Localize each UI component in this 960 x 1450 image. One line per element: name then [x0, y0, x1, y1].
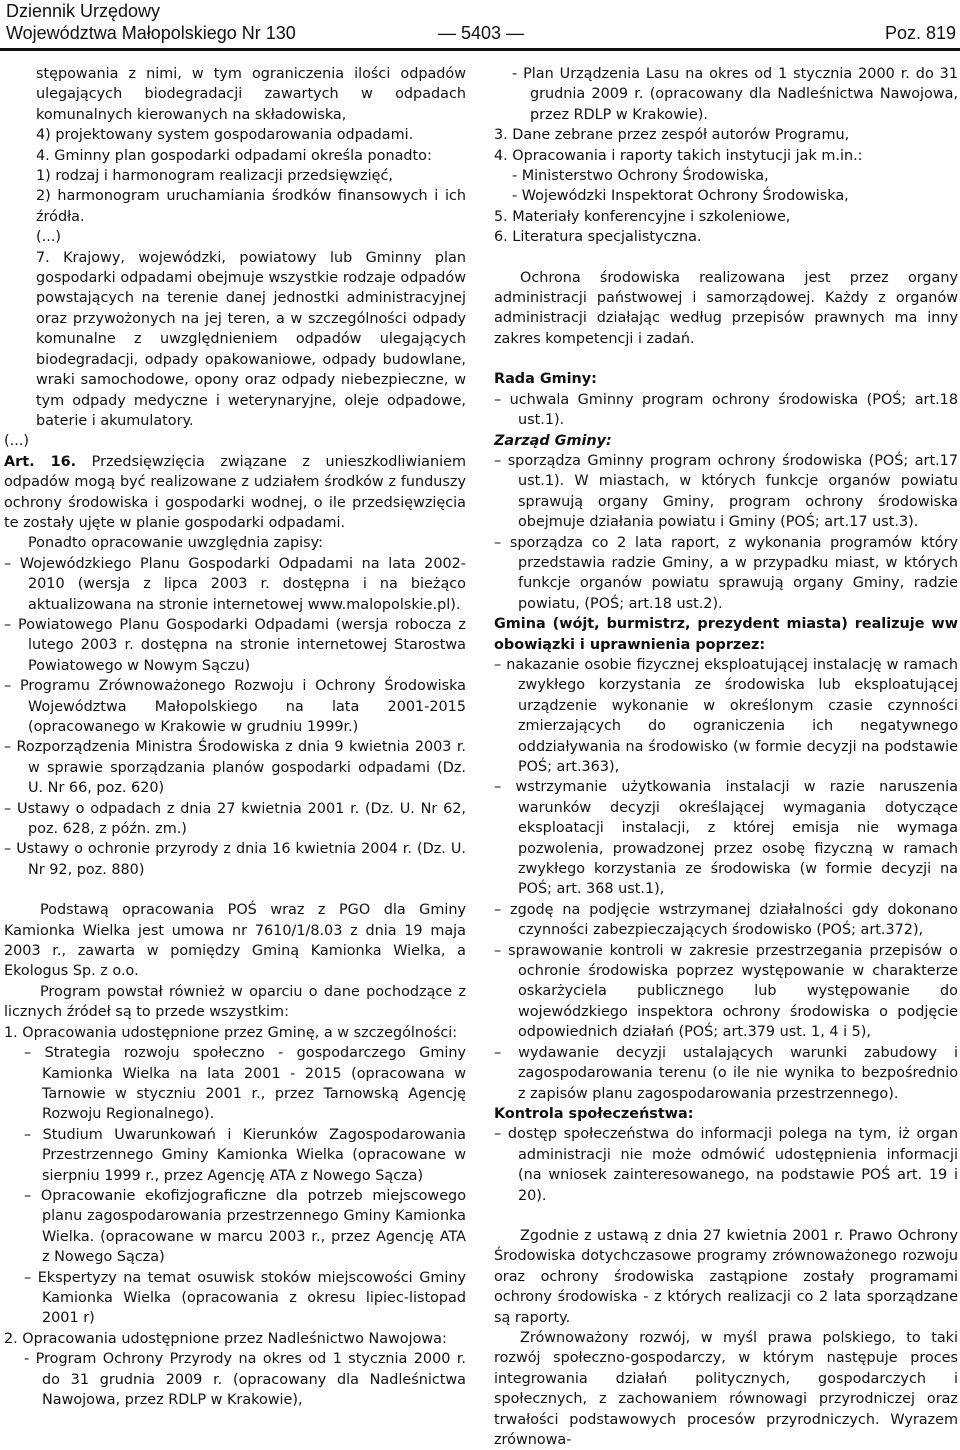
paragraph-text: – Studium Uwarunkowań i Kierunków Zagospodarowania Przestrzennego Gminy Kamionka Wielka (opracowane w sierpniu 1999 r., przez Agencję ATA z Nowego Sącza): [24, 1126, 466, 1184]
paragraph: [494, 900, 958, 941]
paragraph: [494, 369, 958, 389]
position-number: Poz. 819: [884, 23, 956, 43]
paragraph: [4, 554, 466, 615]
paragraph-text: 2) harmonogram uruchamiania środków finansowych i ich źródła.: [36, 188, 466, 225]
paragraph: [36, 248, 466, 432]
paragraph-text: (...): [36, 229, 61, 246]
paragraph-text: – dostęp społeczeństwa do informacji polega na tym, iż organ administracji nie może odmówić udostępnienia informacji (na wniosek zainteresowanego, na podstawie POŚ art. 19 i 20).: [494, 1126, 958, 1204]
paragraph: [494, 655, 958, 777]
paragraph-text: – Opracowanie ekofizjograficzne dla potrzeb miejscowego planu zagospodarowania przestrzennego Gminy Kamionka Wielka. (opracowane w marcu 2003 r., przez Agencję ATA z Nowego Sącza): [24, 1187, 466, 1266]
paragraph: [24, 1349, 466, 1410]
paragraph: [24, 1043, 466, 1125]
paragraph: [494, 227, 958, 247]
paragraph: [494, 614, 958, 655]
paragraph: [4, 1023, 466, 1043]
paragraph: [494, 1043, 958, 1104]
paragraph: [4, 1329, 466, 1349]
bold-heading: Gmina (wójt, burmistrz, prezydent miasta) realizuje ww obowiązki i uprawnienia poprzez:: [494, 616, 958, 653]
paragraph-text: Ochrona środowiska realizowana jest przez organy administracji państwowej i samorządowej. Każdy z organów administracji działając według przepisów prawnych ma inny zakres kompetencji i zadań.: [494, 269, 958, 347]
paragraph-text: – wydawanie decyzji ustalających warunki zabudowy i zagospodarowania terenu (o ile nie wynika to bezpośrednio z zapisów planu zagospodarowania przestrzennego).: [494, 1044, 958, 1102]
paragraph: [494, 431, 958, 451]
paragraph-text: – Ekspertyzy na temat osuwisk stoków miejscowości Gminy Kamionka Wielka (opracowania z okresu lipiec-listopad 2001 r): [24, 1269, 466, 1327]
paragraph-text: - Program Ochrony Przyrody na okres od 1 stycznia 2000 r. do 31 grudnia 2009 r. (opracowany dla Nadleśnictwa Nawojowa, przez RDLP w Krakowie),: [24, 1351, 466, 1408]
paragraph-text: – uchwala Gminny program ochrony środowiska (POŚ; art.18 ust.1).: [494, 391, 958, 429]
paragraph-text: 1) rodzaj i harmonogram realizacji przedsięwzięć,: [36, 168, 393, 185]
paragraph: [494, 777, 958, 899]
paragraph: [4, 676, 466, 737]
paragraph-text: – Powiatowego Planu Gospodarki Odpadami (wersja robocza z lutego 2003 r. dostępna na stronie internetowej Starostwa Powiatowego w Nowym Sączu): [4, 616, 466, 674]
paragraph-text: – nakazanie osobie fizycznej eksploatującej instalację w ramach zwykłego korzystania ze środowiska lub eksploatującej urządzenie wykonanie w określonym czasie czynności zmierzających do ograniczenia ich negatywnego oddziaływania na środowisko (w formie decyzji na podstawie POŚ; art.363),: [494, 656, 958, 775]
paragraph-text: – Strategia rozwoju społeczno - gospodarczego Gminy Kamionka Wielka na lata 2001 - 2015 (opracowana w Tarnowie w styczniu 2001 r., przez Tarnowską Agencję Rozwoju Regionalnego).: [24, 1045, 466, 1123]
paragraph-text: – Rozporządzenia Ministra Środowiska z dnia 9 kwietnia 2003 r. w sprawie sporządzania planów gospodarki odpadami (Dz. U. Nr 66, poz. 620): [4, 739, 466, 797]
journal-title: Dziennik Urzędowy: [6, 1, 161, 21]
left-column: [4, 64, 466, 1410]
paragraph-text: 4. Opracowania i raporty takich instytucji jak m.in.:: [494, 147, 863, 164]
paragraph-text: - Plan Urządzenia Lasu na okres od 1 stycznia 2000 r. do 31 grudnia 2009 r. (opracowany dla Nadleśnictwa Nawojowa, przez RDLP w Krakowie).: [512, 66, 958, 123]
paragraph-text: – Wojewódzkiego Planu Gospodarki Odpadami na lata 2002-2010 (wersja z lipca 2003 r. dostępna i na bieżąco aktualizowana na stronie internetowej www.malopolskie.pl).: [4, 555, 466, 613]
paragraph-text: – wstrzymanie użytkowania instalacji w razie naruszenia warunków decyzji określającej wymagania dotyczące eksploatacji instalacji, z której emisja nie wymaga pozwolenia, prowadzonej przez osobę fizyczną w ramach zwykłego korzystania ze środowiska (w formie decyzji na POŚ; art. 368 ust.1),: [494, 779, 958, 898]
paragraph-text: Przedsięwzięcia związane z unieszkodliwianiem odpadów mogą być realizowane z udziałem środków z funduszy ochrony środowiska i gospodarki wodnej, o ile przedsięwzięcia te zostały ujęte w planie gospodarki odpadami.: [4, 453, 466, 531]
header-rule: [0, 48, 960, 51]
paragraph-text: - Ministerstwo Ochrony Środowiska,: [512, 168, 769, 185]
page-number: — 5403 —: [438, 23, 525, 43]
paragraph: [36, 186, 466, 227]
paragraph: [494, 451, 958, 533]
paragraph: [4, 839, 466, 880]
bold-heading: Kontrola społeczeństwa:: [494, 1105, 694, 1122]
paragraph-text: – Ustawy o odpadach z dnia 27 kwietnia 2001 r. (Dz. U. Nr 62, poz. 628, z późn. zm.): [4, 800, 466, 838]
paragraph-text: Ponadto opracowanie uwzględnia zapisy:: [28, 535, 323, 552]
paragraph: [494, 146, 958, 166]
paragraph: [512, 166, 958, 186]
paragraph-text: 4. Gminny plan gospodarki odpadami określa ponadto:: [36, 147, 432, 164]
paragraph-text: Podstawą opracowania POŚ wraz z PGO dla Gminy Kamionka Wielka jest umowa nr 7610/1/8.03 z dnia 19 maja 2003 r., zawarta w pomiędzy Gminą Kamionka Wielka, a Ekologus Sp. z o.o.: [4, 902, 466, 980]
paragraph-text: Zrównoważony rozwój, w myśl prawa polskiego, to taki rozwój społeczno-gospodarczy, w którym następuje proces integrowania działań politycznych, gospodarczych i społecznych, z zachowaniem równowagi przyrodniczej oraz trwałości podstawowych procesów przyrodniczych. Wyrazem zrównowa-: [494, 1329, 958, 1448]
paragraph: [512, 64, 958, 125]
paragraph: [36, 125, 466, 145]
right-column: [494, 64, 958, 1450]
bold-heading: Art. 16.: [4, 453, 77, 470]
paragraph: [36, 166, 466, 186]
paragraph: [36, 227, 466, 247]
paragraph-text: – Programu Zrównoważonego Rozwoju i Ochrony Środowiska Województwa Małopolskiego na lata 2001-2015 (opracowanego w Krakowie w grudniu 1999r.): [4, 678, 466, 735]
paragraph: [512, 186, 958, 206]
paragraph-text: 1. Opracowania udostępnione przez Gminę, a w szczególności:: [4, 1024, 458, 1041]
bold-italic-heading: Zarząd Gminy:: [494, 432, 612, 449]
paragraph-text: – sporządza co 2 lata raport, z wykonania programów który przedstawia radzie Gminy, a w przypadku miast, w których funkcje organów powiatu sprawują organy Gminy, radzie powiatu, (POŚ; art.18 ust.2).: [494, 534, 958, 612]
paragraph: [24, 1186, 466, 1268]
paragraph: [494, 268, 958, 350]
paragraph: [24, 1268, 466, 1329]
paragraph-text: Zgodnie z ustawą z dnia 27 kwietnia 2001 r. Prawo Ochrony Środowiska dotychczasowe programy zrównoważonego rozwoju oraz ochrony środowiska zastąpione zostały programami ochrony środowiska - z których realizacji co 2 lata sporządzane są raporty.: [494, 1227, 958, 1326]
paragraph-text: 6. Literatura specjalistyczna.: [494, 229, 702, 246]
paragraph-text: (...): [4, 433, 29, 450]
paragraph: [494, 125, 958, 145]
paragraph: [36, 146, 466, 166]
paragraph: [28, 533, 466, 553]
paragraph: [494, 1104, 958, 1124]
paragraph-text: 5. Materiały konferencyjne i szkoleniowe,: [494, 208, 791, 225]
paragraph-text: 4) projektowany system gospodarowania odpadami.: [36, 127, 414, 144]
paragraph: [4, 615, 466, 676]
paragraph: [4, 452, 466, 534]
paragraph: [4, 900, 466, 982]
paragraph: [494, 1328, 958, 1450]
paragraph: [24, 1125, 466, 1186]
paragraph-text: – zgodę na podjęcie wstrzymanej działalności gdy dokonano czynności zabezpieczających środowisko (POŚ; art.372),: [494, 901, 958, 939]
paragraph: [4, 737, 466, 798]
paragraph-text: 3. Dane zebrane przez zespół autorów Programu,: [494, 127, 850, 144]
paragraph: [494, 1226, 958, 1328]
paragraph-text: – Ustawy o ochronie przyrody z dnia 16 kwietnia 2004 r. (Dz. U. Nr 92, poz. 880): [4, 841, 466, 878]
paragraph: [494, 390, 958, 431]
paragraph-text: – sporządza Gminny program ochrony środowiska (POŚ; art.17 ust.1). W miastach, w których funkcje organów powiatu sprawują organy Gminy, program ochrony środowiska obejmuje działania powiatu i Gminy (POŚ; art.17 ust.3).: [494, 452, 958, 531]
paragraph: [494, 941, 958, 1043]
page-header: [6, 0, 956, 46]
paragraph: [494, 1124, 958, 1206]
paragraph-text: stępowania z nimi, w tym ograniczenia ilości odpadów ulegających biodegradacji zawartych w odpadach komunalnych kierowanych na składowiska,: [36, 66, 466, 123]
paragraph: [36, 64, 466, 125]
paragraph-text: 7. Krajowy, wojewódzki, powiatowy lub Gminny plan gospodarki odpadami obejmuje wszystkie rodzaje odpadów powstających na terenie danej jednostki administracyjnej oraz przywożonych na jej teren, a w szczególności odpady komunalne z uwzględnieniem odpadów ulegających biodegradacji, odpady opakowaniowe, odpady budowlane, wraki samochodowe, opony oraz odpady niebezpieczne, w tym odpady medyczne i weterynaryjne, oleje odpadowe, baterie i akumulatory.: [36, 249, 466, 429]
paragraph: [4, 799, 466, 840]
paragraph-text: Program powstał również w oparciu o dane pochodzące z licznych źródeł są to przede wszystkim:: [4, 983, 466, 1021]
paragraph-text: 2. Opracowania udostępnione przez Nadleśnictwo Nawojowa:: [4, 1330, 447, 1347]
paragraph-text: - Wojewódzki Inspektorat Ochrony Środowiska,: [512, 188, 849, 205]
paragraph-text: – sprawowanie kontroli w zakresie przestrzegania przepisów o ochronie środowiska poprzez występowanie w charakterze oskarżyciela publicznego lub występowanie do wojewódzkiego inspektora ochrony środowiska o podjęcie odpowiednich działań (POŚ; art.379 ust. 1, 4 i 5),: [494, 942, 958, 1041]
paragraph: [4, 982, 466, 1023]
paragraph: [494, 207, 958, 227]
paragraph: [494, 533, 958, 615]
bold-heading: Rada Gminy:: [494, 371, 597, 388]
journal-issue: Województwa Małopolskiego Nr 130: [6, 23, 296, 43]
paragraph: [4, 431, 466, 451]
